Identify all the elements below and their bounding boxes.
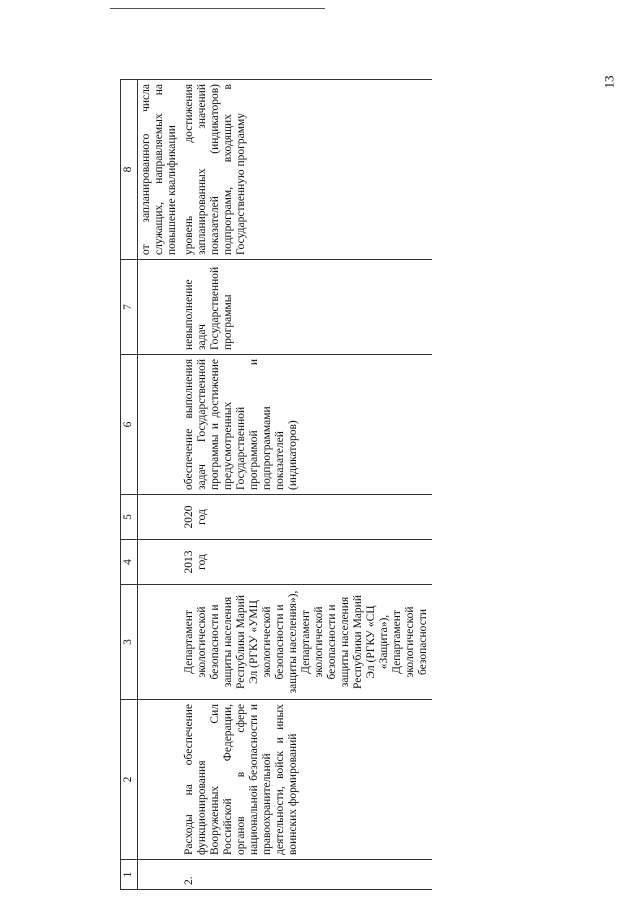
col-header: 6 bbox=[121, 355, 138, 495]
col-header: 3 bbox=[121, 585, 138, 700]
col-header: 4 bbox=[121, 540, 138, 585]
column-number-row bbox=[121, 80, 138, 890]
prev-row-indicator: от запланированного числа служащих, направляемых на повышение квалификации bbox=[138, 80, 182, 260]
program-table bbox=[120, 79, 432, 890]
row-number: 2. bbox=[181, 860, 432, 890]
row-expected-result: обеспечение выполнения задач Государственной программы и достижение предусмотренных Государственной программой и подпрограммами показателей (индикаторов) bbox=[181, 355, 432, 495]
row-end-year: 2020 год bbox=[181, 495, 432, 540]
row-executor: Департамент экологической безопасности и защиты населения Республики Марий Эл (РГКУ «УМЦ экологической безопасности и защиты населения»), Департамент экологической безопасности и защиты населения Республики Марий Эл (РГКУ «СЦ «Защита»), Департамент экологической безопасности bbox=[181, 585, 432, 700]
table-row-continued bbox=[138, 80, 182, 890]
col-header: 2 bbox=[121, 700, 138, 860]
row-start-year: 2013 год bbox=[181, 540, 432, 585]
col-header: 5 bbox=[121, 495, 138, 540]
table-row bbox=[181, 80, 432, 890]
rotated-page bbox=[120, 80, 640, 890]
col-header: 8 bbox=[121, 80, 138, 260]
row-indicator-link: уровень достижения запланированных значений показателей (индикаторов) подпрограмм, входящих в Государственную программу bbox=[181, 80, 432, 260]
row-event-name: Расходы на обеспечение функционирования Вооруженных Сил Российской Федерации, органов в сфере национальной безопасности и правоохранительной деятельности, войск и иных воинских формирований bbox=[181, 700, 432, 860]
header-rule bbox=[110, 8, 325, 9]
row-consequence: невыполнение задач Государственной программы bbox=[181, 260, 432, 355]
col-header: 1 bbox=[121, 860, 138, 890]
col-header: 7 bbox=[121, 260, 138, 355]
page-number: 13 bbox=[601, 75, 617, 89]
